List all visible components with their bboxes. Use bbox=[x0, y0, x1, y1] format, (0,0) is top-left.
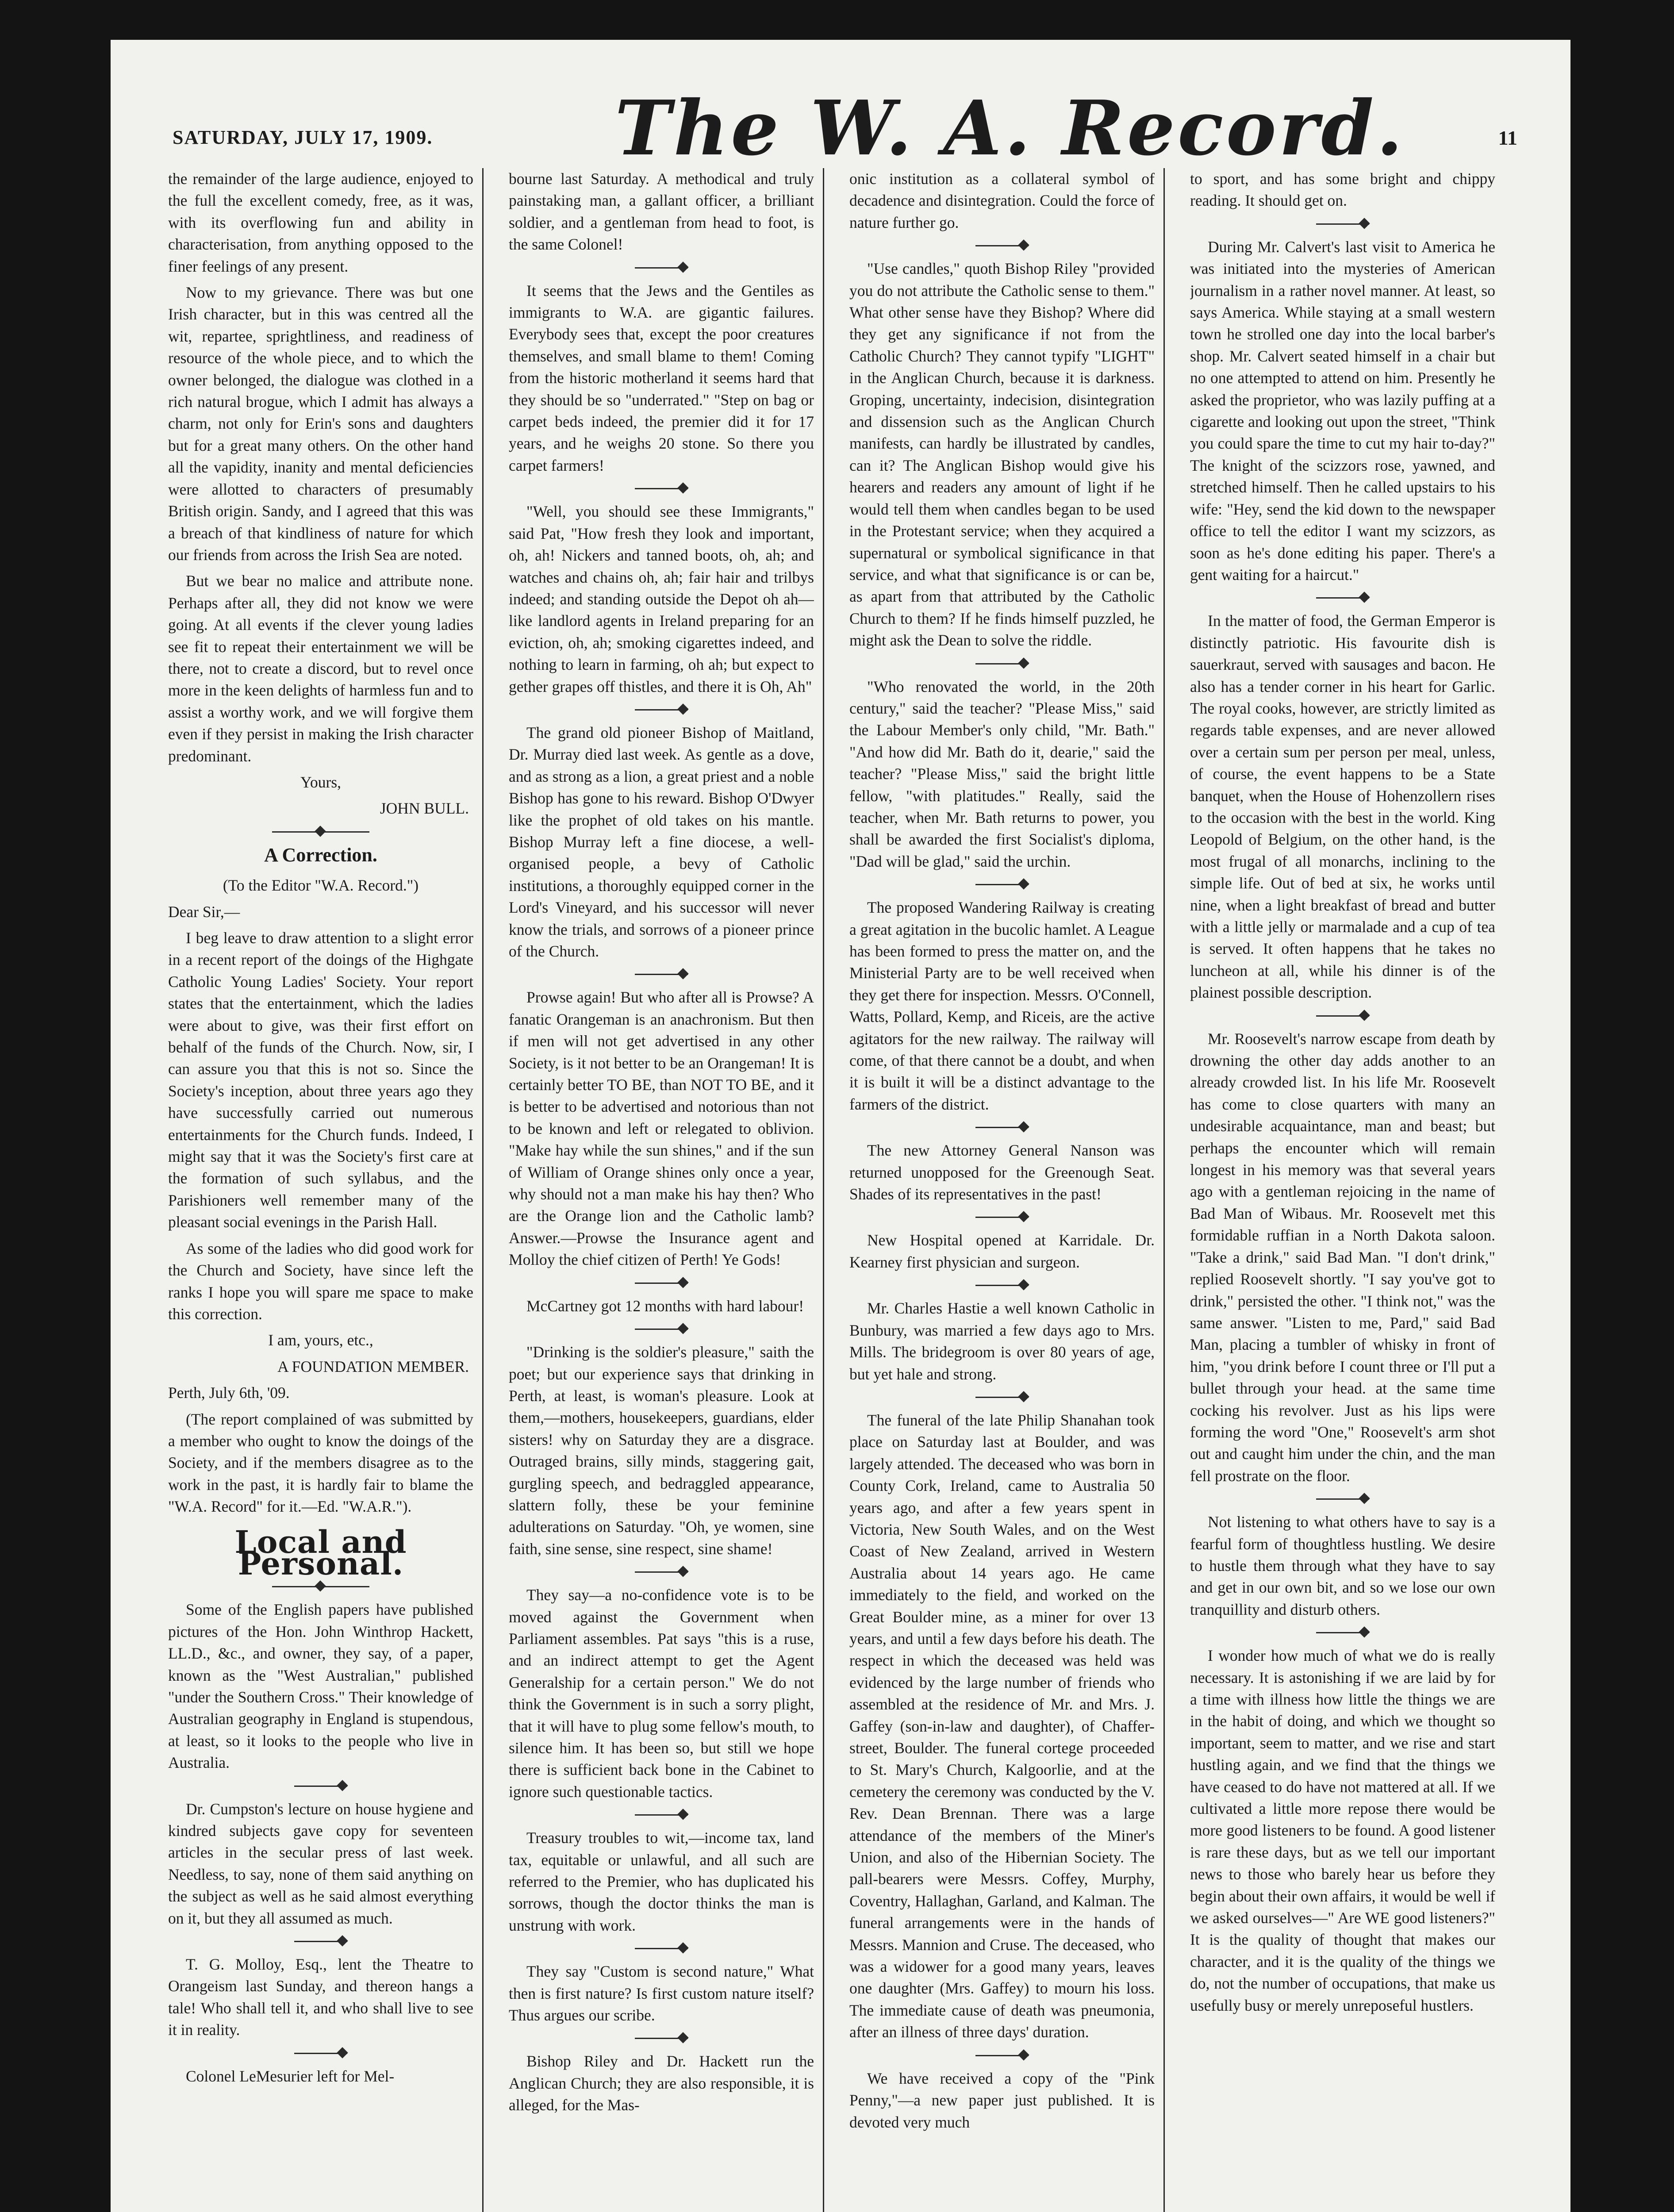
article-paragraph: As some of the ladies who did good work for the Church and Society, have since left the ranks I hope you will spare me space to make this correction. bbox=[168, 1239, 473, 1323]
column-4 bbox=[1190, 168, 1495, 2212]
article-paragraph: The grand old pioneer Bishop of Maitland, Dr. Murray died last week. As gentle as a dove, and as strong as a lion, a great priest and a noble Bishop has gone to his reward. Bishop O'Dwyer like the prophet of old takes on his mantle. Bishop Murray left a fine diocese, a well-organised people, a bevy of Catholic institutions, a thoroughly equipped corner in the Lord's Vineyard, and his successor will never know the trials, and sorrows of a pioneer prince of the Church. bbox=[509, 723, 814, 960]
section-divider bbox=[1316, 1498, 1369, 1500]
letter-signature: A FOUNDATION MEMBER. bbox=[277, 1357, 469, 1375]
letter-address: (To the Editor "W.A. Record.") bbox=[223, 876, 419, 895]
letter-closing: I am, yours, etc., bbox=[268, 1331, 373, 1349]
section-divider bbox=[635, 1948, 688, 1949]
article-paragraph: In the matter of food, the German Emperor is distinctly patriotic. His favourite dish is sauerkraut, served with sausages and bacon. He also has a tender corner in his heart for Garlic. The royal cooks, however, are strictly limited as regards table expenses, and are never allowed over a certain sum per person per meal, unless, of course, the event happens to be a State banquet, when the House of Hohenzollern rises to the occasion with the best in the world. King Leopold of Belgium, on the other hand, is the most frugal of all monarchs, inclining to the simple life. Out of bed at six, he works until nine, when a light breakfast of bread and butter with a little jelly or marmalade and a cup of tea is served. It often happens that he takes no luncheon at all, while his dinner is of the plainest possible description. bbox=[1190, 612, 1495, 1002]
article-paragraph: But we bear no malice and attribute none. Perhaps after all, they did not know we were going. At all events if the clever young ladies see fit to repeat their entertainment we will be there, not to create a discord, but to revel once more in the keen delights of harmless fun and to assist a worthy work, and we will forgive them even if they persist in making the Irish character predominant. bbox=[168, 572, 473, 765]
article-paragraph: Not listening to what others have to say is a fearful form of thoughtless hustling. We desire to hustle them through what they have to say and get in our own bit, and so we lose our own tranquillity and disturb others. bbox=[1190, 1513, 1495, 1618]
newspaper-title: The W. A. Record. bbox=[615, 84, 1405, 173]
column-2 bbox=[509, 168, 814, 2212]
newspaper-page bbox=[111, 40, 1570, 2212]
article-paragraph: Some of the English papers have published pictures of the Hon. John Winthrop Hackett, LL.D., &c., and owner, they say, of a paper, known as the "West Australian," published "under the Southern Cross." Their knowledge of Australian geography in England is stupendous, at least, so it looks to the people who live in Australia. bbox=[168, 1601, 473, 1772]
article-paragraph: Prowse again! But who after all is Prowse? A fanatic Orangeman is an anachronism. But then if men will not get advertised in any other Society, is it not better to be an Orangeman! It is certainly better TO BE, than NOT TO BE, and it is better to be advertised and notorious than not to be known and left or relegated to oblivion. "Make hay while the sun shines," and if the sun of William of Orange shines only once a year, why should not a man make his hay then? Who are the Orange lion and the Catholic lamb? Answer.—Prowse the Insurance agent and Molloy the chief citizen of Perth! Ye Gods! bbox=[509, 988, 814, 1269]
section-divider bbox=[272, 1586, 369, 1587]
section-divider bbox=[975, 884, 1029, 885]
letter-salutation: Dear Sir,— bbox=[168, 902, 240, 921]
article-paragraph: "Drinking is the soldier's pleasure," saith the poet; but our experience says that drinking in Perth, at least, is woman's pleasure. Look at them,—mothers, housekeepers, guardians, elder sisters! why on Saturday they are a disgrace. Outraged brains, silly minds, staggering gait, gurgling speech, and bedraggled appearance, slattern folly, these be your feminine adulterations on Saturday. "Oh, ye women, sine faith, sine sense, sine respect, sine shame! bbox=[509, 1343, 814, 1558]
letter-dateline: Perth, July 6th, '09. bbox=[168, 1384, 290, 1402]
article-paragraph: bourne last Saturday. A methodical and truly painstaking man, a gallant officer, a brilliant soldier, and a gentleman from head to foot, is the same Colonel! bbox=[509, 170, 814, 253]
section-divider bbox=[635, 267, 688, 269]
article-paragraph: They say "Custom is second nature," What then is first nature? Is first custom nature itself? Thus argues our scribe. bbox=[509, 1962, 814, 2024]
article-paragraph: Treasury troubles to wit,—income tax, land tax, equitable or unlawful, and all such are referred to the Premier, who has duplicated his sorrows, though the doctor thinks the man is unstrung with work. bbox=[509, 1829, 814, 1934]
issue-date: SATURDAY, JULY 17, 1909. bbox=[173, 127, 433, 148]
article-paragraph: Mr. Charles Hastie a well known Catholic in Bunbury, was married a few days ago to Mrs. Mills. The bridegroom is over 80 years of age, but yet hale and strong. bbox=[849, 1299, 1155, 1383]
letter-closing: Yours, bbox=[300, 773, 342, 791]
section-divider bbox=[635, 1571, 688, 1573]
article-paragraph: onic institution as a collateral symbol of decadence and disintegration. Could the force of nature further go. bbox=[849, 170, 1155, 231]
column-rule bbox=[823, 168, 824, 2212]
editor-note: (The report complained of was submitted by a member who ought to know the doings of the Society, and if the members disagree as to the work in the past, it is hardly fair to blame the "W.A. Record" for it.—Ed. "W.A.R."). bbox=[168, 1410, 473, 1516]
article-paragraph: During Mr. Calvert's last visit to America he was initiated into the mysteries of American journalism in a rather novel manner. At least, so says America. While staying at a small western town he strolled one day into the local barber's shop. Mr. Calvert seated himself in a chair but no one attempted to attend on him. Presently he asked the proprietor, who was lazily puffing at a cigarette and looking out upon the street, "Think you could spare the time to cut my hair to-day?" The knight of the scizzors rose, yawned, and stretched himself. Then he called upstairs to his wife: "Hey, send the kid down to the newspaper office to tell the editor I want my scizzors, as soon as he's done editing his paper. There's a gent waiting for a haircut." bbox=[1190, 238, 1495, 584]
section-divider bbox=[1316, 223, 1369, 225]
section-divider bbox=[1316, 1015, 1369, 1017]
article-paragraph: I wonder how much of what we do is really necessary. It is astonishing if we are laid by for a time with illness how little the things we are in the habit of doing, and which we thought so important, seem to matter, and we rise and start hustling again, and we find that the things we have ceased to do have not mattered at all. If we cultivated a little more repose there would be more good listeners to be found. A good listener is rare these days, but as we tell our important news to those who barely hear us before they begin about their own affairs, it would be well if we asked ourselves—" Are WE good listeners?" It is the quality of thought that makes our character, and it is the quality of the things we do, not the number of occupations, that make us usefully busy or merely unreposeful hustlers. bbox=[1190, 1647, 1495, 2014]
section-divider bbox=[975, 663, 1029, 664]
article-paragraph: Bishop Riley and Dr. Hackett run the Anglican Church; they are also responsible, it is alleged, for the Mas- bbox=[509, 2052, 814, 2114]
column-3 bbox=[849, 168, 1155, 2212]
article-paragraph: Now to my grievance. There was but one Irish character, but in this was centred all the wit, repartee, sprightliness, and readiness of resource of the whole piece, and to which the owner belonged, the dialogue was clothed in a rich natural brogue, which I admit has always a charm, not only for Erin's sons and daughters but for a great many others. On the other hand all the vapidity, inanity and mental deficiencies were allotted to characters of presumably British origin. Sandy, and I agreed that this was a breach of that kindliness of nature for which our friends from across the Irish Sea are noted. bbox=[168, 284, 473, 564]
article-paragraph: the remainder of the large audience, enjoyed to the full the excellent comedy, free, as it was, with its overflowing fun and ability in characterisation, from anything opposed to the finer feelings of any present. bbox=[168, 170, 473, 275]
section-divider bbox=[635, 2038, 688, 2039]
article-paragraph: I beg leave to draw attention to a slight error in a recent report of the doings of the Highgate Catholic Young Ladies' Society. Your report states that the entertainment, which the ladies were about to give, was their first effort on behalf of the funds of the Church. Now, sir, I can assure you that this is not so. Since the Society's inception, about three years ago they have successfully carried out numerous entertainments for the Church funds. Indeed, I might say that it was the Society's first care at the formation of such syllabus, and the Parishioners well remember many of the pleasant social evenings in the Parish Hall. bbox=[168, 929, 473, 1231]
section-divider bbox=[635, 1283, 688, 1284]
section-divider bbox=[635, 488, 688, 489]
section-divider bbox=[635, 974, 688, 975]
section-divider bbox=[635, 1329, 688, 1330]
article-paragraph: "Use candles," quoth Bishop Riley "provided you do not attribute the Catholic sense to them." What other sense have they Bishop? Where did they get any significance if not from the Catholic Church? They cannot typify "LIGHT" in the Anglican Church, because it is darkness. Groping, uncertainty, indecision, disintegration and dissension such as the Anglican Church manifests, can hardly be illustrated by candles, can it? The Anglican Bishop would give his hearers and readers any amount of light if he would tell them when candles began to be used in the Protestant service; when they acquired a supernatural or symbolical significance in that service, and what that significance is or can be, as apart from that attributed by the Catholic Church to them? If he finds himself puzzled, he might ask the Dean to solve the riddle. bbox=[849, 260, 1155, 649]
section-divider bbox=[635, 709, 688, 710]
section-divider bbox=[975, 1285, 1029, 1286]
section-divider bbox=[294, 2053, 347, 2054]
section-divider bbox=[1316, 597, 1369, 599]
section-divider bbox=[975, 1127, 1029, 1128]
article-paragraph: The funeral of the late Philip Shanahan took place on Saturday last at Boulder, and was largely attended. The deceased who was born in County Cork, Ireland, came to Australia 50 years ago, and after a few years spent in Victoria, New South Wales, and on the West Coast of New Zealand, arrived in Western Australia about 14 years ago. He came immediately to the field, and worked on the Great Boulder mine, as a miner for over 13 years, and until a few days before his death. The respect in which the deceased was held was evidenced by the large number of friends who assembled at the residence of Mr. and Mrs. J. Gaffey (son-in-law and daughter), of Chaffer-street, Boulder. The funeral cortege proceeded to St. Mary's Church, Kalgoorlie, and at the cemetery the ceremony was conducted by the V. Rev. Dean Brennan. There was a large attendance of the members of the Miner's Union, and also of the Hibernian Society. The pall-bearers were Messrs. Coffey, Murphy, Coventry, Hallaghan, Garland, and Kalman. The funeral arrangements were in the hands of Messrs. Mannion and Cruse. The deceased, who was a widower for a good many years, leaves one daughter (Mrs. Gaffey) to mourn his loss. The immediate cause of death was pneumonia, after an illness of three days' duration. bbox=[849, 1411, 1155, 2041]
section-heading: Local and Personal. bbox=[234, 1523, 407, 1582]
article-paragraph: Colonel LeMesurier left for Mel- bbox=[186, 2067, 395, 2085]
section-divider bbox=[294, 1786, 347, 1787]
article-paragraph: Dr. Cumpston's lecture on house hygiene and kindred subjects gave copy for seventeen articles in the secular press of last week. Needless, to say, none of them said anything on the subject as well as he said almost everything on it, but they all assumed as much. bbox=[168, 1800, 473, 1927]
article-paragraph: The proposed Wandering Railway is creating a great agitation in the bucolic hamlet. A League has been formed to press the matter on, and the Ministerial Party are to be well received when they get there for inspection. Messrs. O'Connell, Watts, Pollard, Kemp, and Riceis, are the active agitators for the new railway. The railway will come, of that there cannot be a doubt, and when it is built it will be a distinct advantage to the farmers of the district. bbox=[849, 899, 1155, 1113]
article-paragraph: Mr. Roosevelt's narrow escape from death by drowning the other day adds another to an already crowded list. In his life Mr. Roosevelt has come to close quarters with many an undesirable acquaintance, man and beast; but perhaps the encounter which will remain longest in his memory was that several years ago with a gentleman rejoicing in the name of Bad Man of Wibaus. Mr. Roosevelt met this formidable ruffian in a North Dakota saloon. "Take a drink," said Bad Man. "I don't drink," replied Roosevelt shortly. "I say you've got to drink," persisted the other. "I think not," was the same answer. "Listen to me, Pard," said Bad Man, placing a tumbler of whisky in front of him, "you drink before I count three or I'll put a bullet through your head. at the same time cocking his revolver. Just as his lips were forming the word "One," Roosevelt's arm shot out and caught him under the chin, and the man fell prostrate on the floor. bbox=[1190, 1029, 1495, 1485]
article-paragraph: to sport, and has some bright and chippy reading. It should get on. bbox=[1190, 170, 1495, 210]
column-1 bbox=[168, 168, 473, 2212]
article-paragraph: They say—a no-confidence vote is to be moved against the Government when Parliament assembles. Pat says "this is a ruse, and an indirect attempt to get the Agent Generalship for a certain person." We do not think the Government is in such a sorry plight, that it will have to plug some fellow's mouth, to silence him. It has been so, but still we hope there is sufficient back bone in the Cabinet to ignore such questionable tactics. bbox=[509, 1586, 814, 1801]
letter-signature: JOHN BULL. bbox=[380, 799, 469, 818]
section-divider bbox=[975, 1397, 1029, 1398]
section-divider bbox=[975, 2055, 1029, 2056]
article-paragraph: McCartney got 12 months with hard labour! bbox=[526, 1297, 804, 1315]
article-paragraph: "Well, you should see these Immigrants," said Pat, "How fresh they look and important, oh, ah! Nickers and tanned boots, oh, ah; and watches and chains oh, ah; fair hair and trilbys indeed; and standing outside the Depot oh ah—like landlord agents in Ireland preparing for an eviction, oh, ah; smoking cigarettes indeed, and nothing to learn in farming, oh ah; but expect to gether grapes off thistles, and there it is Oh, Ah" bbox=[509, 503, 814, 695]
column-rule bbox=[482, 168, 484, 2212]
section-divider bbox=[635, 1814, 688, 1816]
article-paragraph: The new Attorney General Nanson was returned unopposed for the Greenough Seat. Shades of its representatives in the past! bbox=[849, 1141, 1155, 1203]
section-divider bbox=[1316, 1632, 1369, 1633]
page-number: 11 bbox=[1498, 127, 1517, 149]
article-paragraph: We have received a copy of the "Pink Penny,"—a new paper just published. It is devoted very much bbox=[849, 2069, 1155, 2131]
masthead bbox=[173, 71, 1517, 173]
article-paragraph: "Who renovated the world, in the 20th century," said the teacher? "Please Miss," said the Labour Member's only child, "Mr. Bath." "And how did Mr. Bath do it, dearie," said the teacher? "Please Miss," said the bright little fellow, "with platitudes." Really, said the teacher, when Mr. Bath returns to power, you shall be awarded the first Socialist's diploma, "Dad will be glad," said the urchin. bbox=[849, 677, 1155, 870]
section-divider bbox=[975, 1217, 1029, 1218]
article-paragraph: T. G. Molloy, Esq., lent the Theatre to Orangeism last Sunday, and thereon hangs a tale! Who shall tell it, and who shall live to see it in reality. bbox=[168, 1955, 473, 2039]
column-rule bbox=[1163, 168, 1165, 2212]
section-divider bbox=[975, 245, 1029, 246]
article-paragraph: It seems that the Jews and the Gentiles as immigrants to W.A. are gigantic failures. Everybody sees that, except the poor creatures themselves, and small blame to them! Coming from the historic motherland it seems hard that they should be so "underrated." "Step on bag or carpet beds indeed, the premier did it for 17 years, and he weighs 20 stone. So there you carpet farmers! bbox=[509, 281, 814, 474]
article-paragraph: New Hospital opened at Karridale. Dr. Kearney first physician and surgeon. bbox=[849, 1231, 1155, 1271]
section-divider bbox=[272, 831, 369, 833]
section-divider bbox=[294, 1941, 347, 1942]
section-heading: A Correction. bbox=[264, 844, 377, 866]
